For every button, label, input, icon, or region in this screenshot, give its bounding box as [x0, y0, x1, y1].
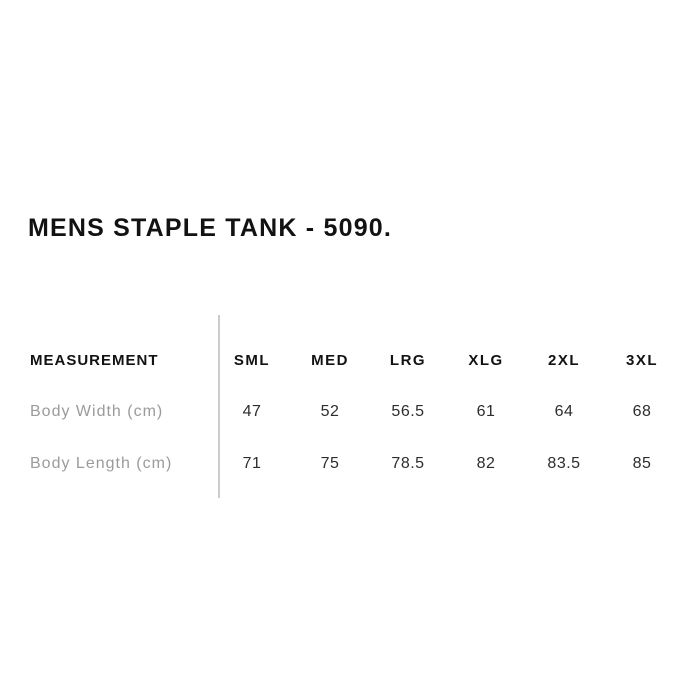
body-width-value-sml: 47	[242, 403, 262, 420]
body-length-value-3xl: 85	[632, 455, 652, 472]
size-column-header-sml: SML	[233, 351, 271, 369]
body-length-value-2xl: 83.5	[547, 455, 581, 472]
body-length-value-med: 75	[320, 455, 340, 472]
size-column-header-med: MED	[311, 351, 349, 369]
measurement-column-header: MEASUREMENT	[30, 351, 159, 369]
row-label-body-length: Body Length (cm)	[30, 455, 173, 472]
row-label-body-width: Body Width (cm)	[30, 403, 164, 420]
body-length-value-sml: 71	[242, 455, 262, 472]
body-length-value-lrg: 78.5	[391, 455, 425, 472]
body-width-value-med: 52	[320, 403, 340, 420]
size-column-header-3xl: 3XL	[625, 351, 658, 369]
body-width-value-3xl: 68	[632, 403, 652, 420]
body-width-value-xlg: 61	[476, 403, 496, 420]
body-width-value-2xl: 64	[554, 403, 574, 420]
size-column-header-lrg: LRG	[389, 351, 427, 369]
size-column-header-xlg: XLG	[468, 351, 504, 369]
size-chart-table	[30, 334, 681, 490]
body-width-value-lrg: 56.5	[391, 403, 425, 420]
body-length-value-xlg: 82	[476, 455, 496, 472]
page-title: MENS STAPLE TANK - 5090.	[28, 214, 393, 242]
size-column-header-2xl: 2XL	[547, 351, 580, 369]
